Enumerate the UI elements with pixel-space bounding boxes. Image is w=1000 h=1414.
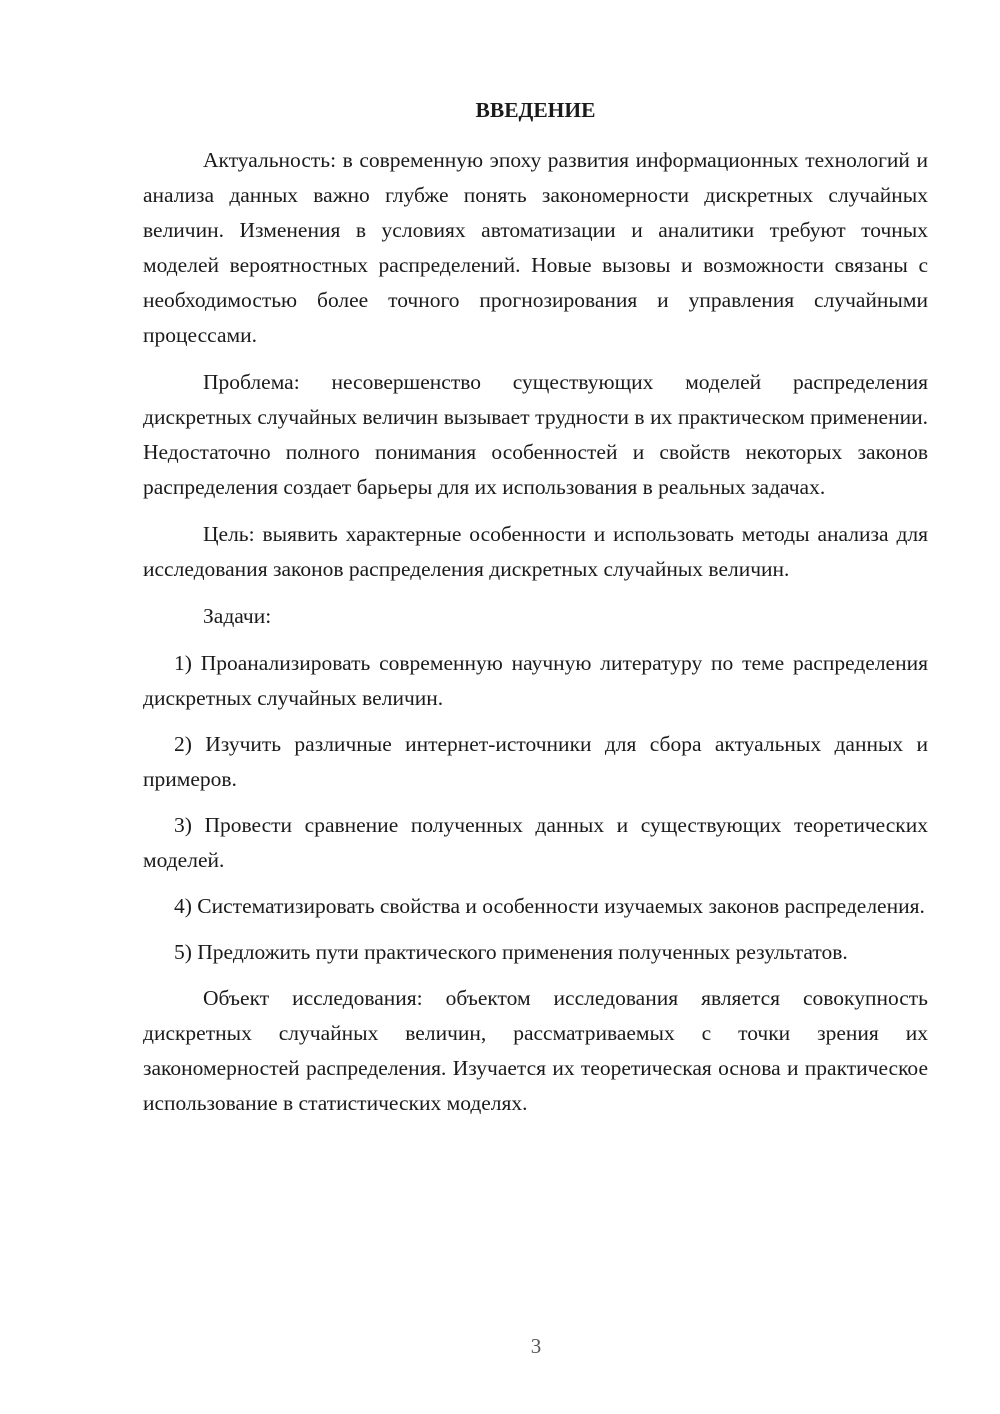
relevance-paragraph: Актуальность: в современную эпоху развития информационных технологий и анализа данных важно глубже понять закономерности дискретных случайных величин. Изменения в условиях автоматизации и аналитики требуют точных моделей вероятностных распределений. Новые вызовы и возможности связаны с необходимостью более точного прогнозирования и управления случайными процессами. (143, 148, 928, 347)
task-item-5: 5) Предложить пути практического применения полученных результатов. (174, 940, 848, 964)
document-page (143, 93, 928, 1133)
page-number: 3 (530, 1334, 542, 1358)
task-item-1: 1) Проанализировать современную научную литературу по теме распределения дискретных случайных величин. (143, 651, 928, 710)
goal-paragraph: Цель: выявить характерные особенности и использовать методы анализа для исследования законов распределения дискретных случайных величин. (143, 522, 928, 581)
tasks-list (143, 646, 928, 970)
task-item-3: 3) Провести сравнение полученных данных и существующих теоретических моделей. (143, 813, 928, 872)
object-paragraph: Объект исследования: объектом исследования является совокупность дискретных случайных величин, рассматриваемых с точки зрения их закономерностей распределения. Изучается их теоретическая основа и практическое использование в статистических моделях. (143, 986, 928, 1115)
task-item-2: 2) Изучить различные интернет-источники для сбора актуальных данных и примеров. (143, 732, 928, 791)
problem-paragraph: Проблема: несовершенство существующих моделей распределения дискретных случайных величин вызывает трудности в их практическом применении. Недостаточно полного понимания особенностей и свойств некоторых законов распределения создает барьеры для их использования в реальных задачах. (143, 370, 928, 499)
task-item-4: 4) Систематизировать свойства и особенности изучаемых законов распределения. (174, 894, 925, 918)
tasks-label: Задачи: (203, 604, 272, 628)
section-title: ВВЕДЕНИЕ (475, 98, 596, 122)
